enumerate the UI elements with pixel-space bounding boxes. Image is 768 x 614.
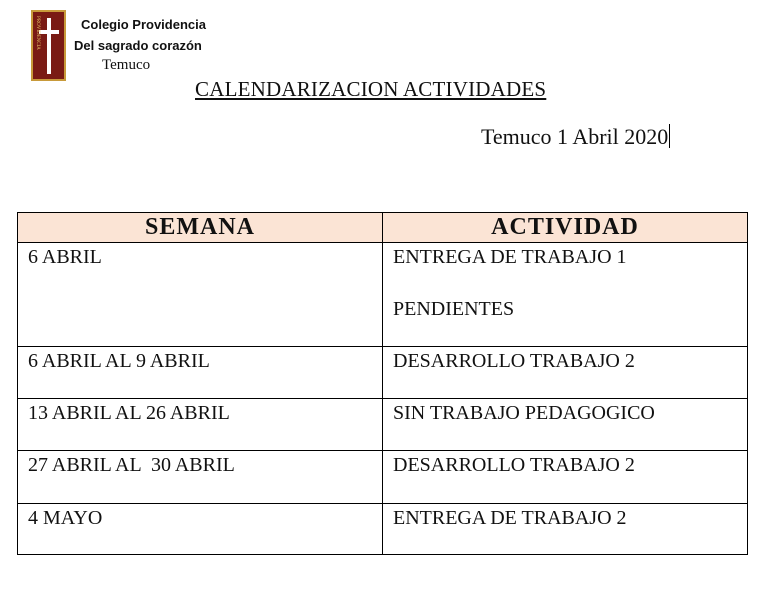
- logo-lettering: PROVIDENCIA: [35, 16, 40, 50]
- school-name: [74, 14, 206, 56]
- column-header-actividad: ACTIVIDAD: [383, 213, 748, 243]
- semana-cell: 6 ABRIL AL 9 ABRIL: [18, 347, 383, 399]
- date-text: Temuco 1 Abril 2020: [481, 124, 669, 149]
- school-city: Temuco: [102, 57, 151, 73]
- actividad-cell: ENTREGA DE TRABAJO 2: [383, 504, 748, 555]
- actividad-text: ENTREGA DE TRABAJO 1: [393, 246, 627, 268]
- semana-cell: 13 ABRIL AL 26 ABRIL: [18, 399, 383, 451]
- cross-emblem-icon: [33, 12, 64, 79]
- table-row: [18, 451, 748, 504]
- semana-cell: 6 ABRIL: [18, 243, 383, 347]
- table-header-row: [18, 213, 748, 243]
- school-name-line2: Del sagrado corazón: [74, 38, 202, 53]
- table-row: [18, 243, 748, 347]
- actividad-cell: DESARROLLO TRABAJO 2: [383, 451, 748, 504]
- semana-cell: 27 ABRIL AL 30 ABRIL: [18, 451, 383, 504]
- actividad-extra-text: PENDIENTES: [393, 298, 515, 320]
- schedule-table: [17, 212, 748, 555]
- semana-cell: 4 MAYO: [18, 504, 383, 555]
- table-row: [18, 347, 748, 399]
- document-date: [481, 124, 670, 150]
- text-cursor: [669, 124, 670, 148]
- table-row: [18, 399, 748, 451]
- school-name-line1: Colegio Providencia: [81, 17, 206, 32]
- actividad-cell: DESARROLLO TRABAJO 2: [383, 347, 748, 399]
- actividad-cell: [383, 243, 748, 347]
- document-title: CALENDARIZACION ACTIVIDADES: [195, 77, 547, 101]
- column-header-semana: SEMANA: [18, 213, 383, 243]
- table-row: [18, 504, 748, 555]
- school-logo: [31, 10, 66, 81]
- actividad-cell: SIN TRABAJO PEDAGOGICO: [383, 399, 748, 451]
